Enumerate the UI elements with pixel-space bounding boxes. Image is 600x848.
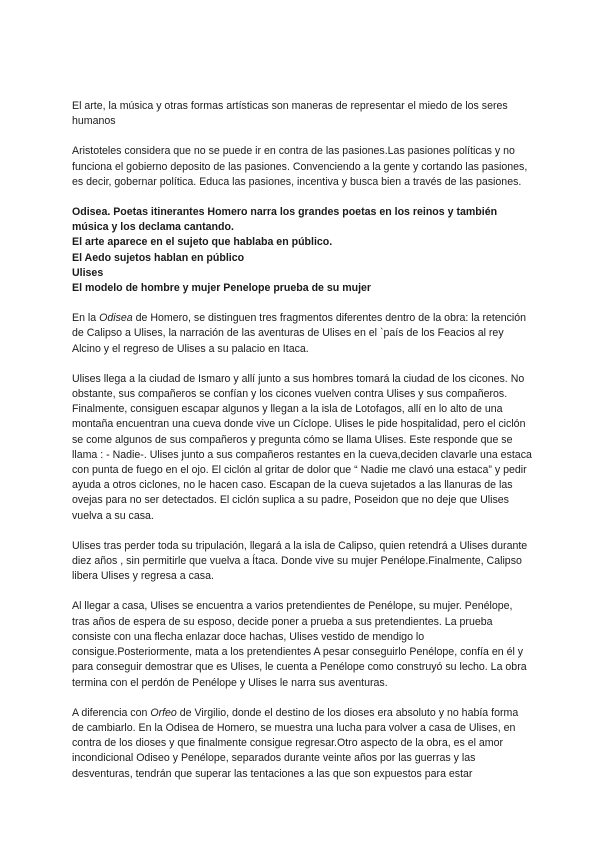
- p3-before: En la: [72, 312, 100, 325]
- bold-line-ulises: Ulises: [72, 266, 104, 279]
- bold-line-odisea: Odisea. Poetas itinerantes Homero narra los grandes poetas en los reinos y también música y los declama cantando.: [72, 206, 498, 234]
- p7-before: A diferencia con: [72, 706, 151, 719]
- paragraph-calipso: Ulises tras perder toda su tripulación, llegará a la isla de Calipso, quien retendrá a Ulises durante diez años , sin permitirle que vuelva a Ítaca. Donde vive su mujer Penélope.Finalmente, Calipso libera Ulises y regresa a casa.: [72, 539, 528, 583]
- paragraph-orfeo: [72, 706, 532, 782]
- p3-italic-odisea: Odisea: [99, 312, 133, 325]
- paragraph-ismaro: Ulises llega a la ciudad de Ismaro y allí junto a sus hombres tomará la ciudad de los cicones. No obstante, sus compañeros se confían y los cicones vuelven contra Ulises y sus compañeros. Finalmente, consiguen escapar algunos y llegan a la isla de Lotofagos, allí en lo alto de una montaña encuentran una cueva donde vive un Cíclope. Ulises le pide hospitalidad, pero el ciclón se come algunos de sus compañeros y pregunta cómo se llama Ulises. Este responde que se llama : - Nadie-. Ulises junto a sus compañeros restantes en la cueva,deciden clavarle una estaca con punta de fuego en el ojo. El ciclón al gritar de dolor que “ Nadie me clavó una estaca” y pedir ayuda a otros ciclones, no le hacen caso. Escapan de la cueva sujetados a las llanuras de las ovejas para no ser detectados. El ciclón suplica a su padre, Poseidon que no deje que Ulises vuelva a su casa.: [72, 372, 532, 522]
- p7-after: de Virgilio, donde el destino de los dioses era absoluto y no había forma de cambiarlo. En la Odisea de Homero, se muestra una lucha para volver a casa de Ulises, en contra de los dioses y que finalmente consigue regresar.Otro aspecto de la obra, es el amor incondicional Odiseo y Penélope, separados durante veinte años por las guerras y las desventuras, tendrán que superar las tentaciones a las que son expuestos para estar: [72, 706, 519, 780]
- paragraph-aristoteles: Aristoteles considera que no se puede ir en contra de las pasiones.Las pasiones políticas y no funciona el gobierno deposito de las pasiones. Convenciendo a la gente y cortando las pasiones, es decir, gobernar política. Educa las pasiones, incentiva y busca bien a través de las pasiones.: [72, 145, 528, 188]
- paragraph-fragmentos: [72, 311, 532, 357]
- bold-line-aedo: El Aedo sujetos hablan en público: [72, 251, 245, 264]
- p7-italic-orfeo: Orfeo: [150, 706, 177, 719]
- paragraph-regreso: Al llegar a casa, Ulises se encuentra a varios pretendientes de Penélope, su mujer. Penélope, tras años de espera de su esposo, decide poner a prueba a sus pretendientes. La prueba consiste con una flecha enlazar doce hachas, Ulises vestido de mendigo lo consigue.Posteriormente, mata a los pretendientes A pesar conseguirlo Penélope, confía en él y para conseguir demostrar que es Ulises, le cuenta a Penélope como construyó su lecho. La obra termina con el perdón de Penélope y Ulises le narra sus aventuras.: [72, 600, 527, 689]
- bold-line-arte: El arte aparece en el sujeto que hablaba en público.: [72, 236, 333, 249]
- bold-line-modelo: El modelo de hombre y mujer Penelope prueba de su mujer: [72, 282, 372, 295]
- bold-notes: [72, 205, 532, 296]
- paragraph-intro: El arte, la música y otras formas artísticas son maneras de representar el miedo de los seres humanos: [72, 100, 508, 128]
- p3-after: de Homero, se distinguen tres fragmentos diferentes dentro de la obra: la retención de Calipso a Ulises, la narración de las aventuras de Ulises en el `país de los Feacios al rey Alcino y el regreso de Ulises a su palacio en Itaca.: [72, 312, 527, 355]
- document-page: [72, 99, 532, 797]
